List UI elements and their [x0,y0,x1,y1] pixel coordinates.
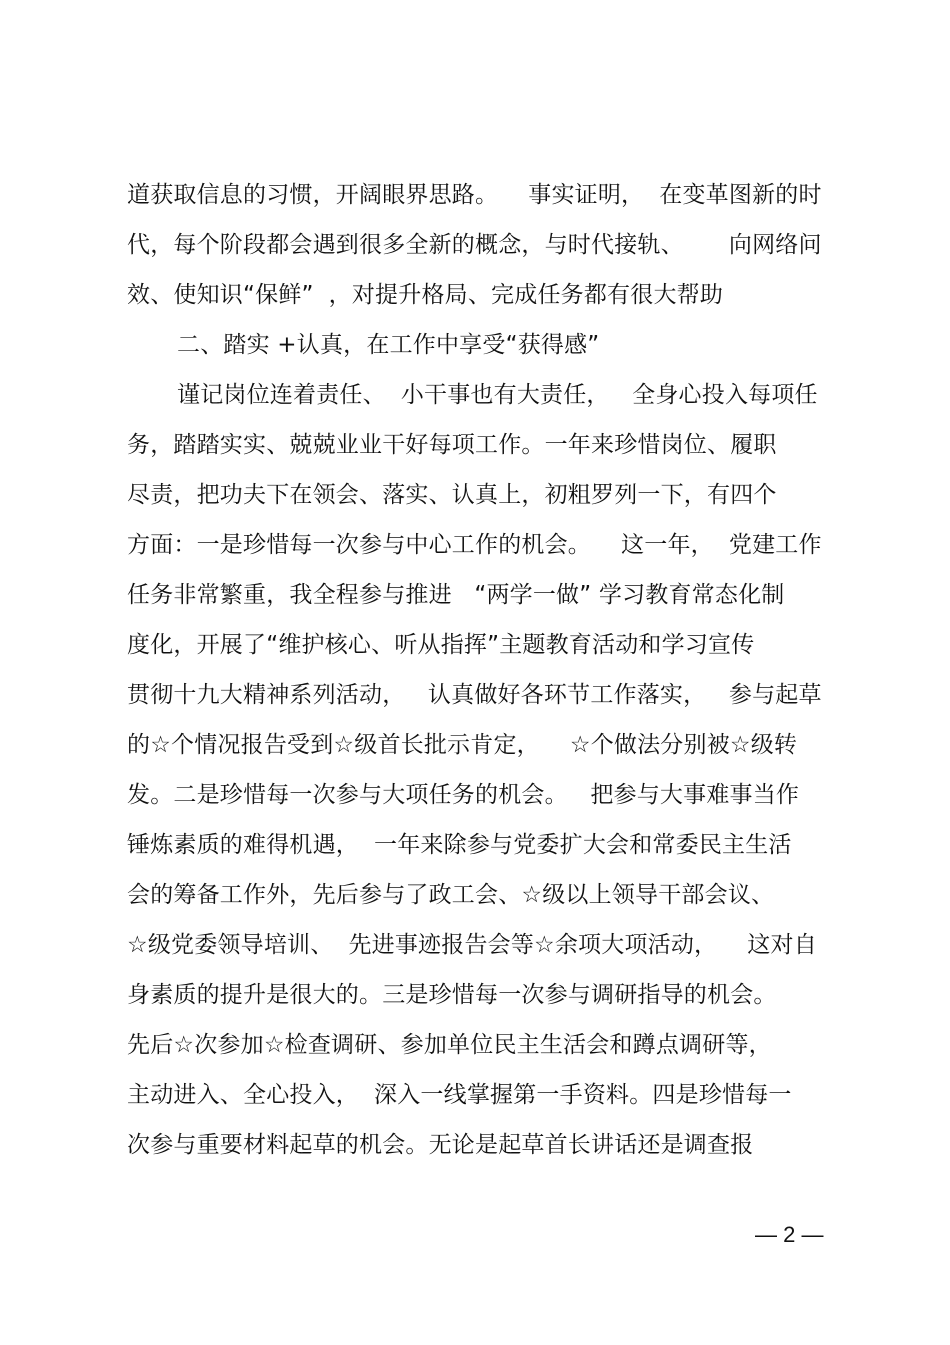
text-line: 务，踏踏实实、兢兢业业干好每项工作。一年来珍惜岗位、履职 [127,432,777,458]
text-line: 度化，开展了“维护核心、听从指挥”主题教育活动和学习宣传 [127,632,755,658]
text-line: 锤炼素质的难得机遇， 一年来除参与党委扩大会和常委民主生活 [127,832,792,858]
text-line: 谨记岗位连着责任、 小干事也有大责任， 全身心投入每项任 [177,382,818,408]
text-line: 方面：一是珍惜每一次参与中心工作的机会。 这一年， 党建工作 [127,532,822,558]
text-line: 效、使知识“保鲜” ，对提升格局、完成任务都有很大帮助 [127,282,724,308]
text-line: 先后☆次参加☆检查调研、参加单位民主生活会和蹲点调研等， [127,1032,772,1058]
text-line: 尽责，把功夫下在领会、落实、认真上，初粗罗列一下，有四个 [127,482,777,508]
section-heading: 二、踏实 +认真，在工作中享受“获得感” [177,332,600,358]
text-line: ☆级党委领导培训、 先进事迹报告会等☆余项大项活动， 这对自 [127,932,817,958]
page-number: — 2 — [755,1222,824,1247]
text-line: 身素质的提升是很大的。三是珍惜每一次参与调研指导的机会。 [127,982,777,1008]
text-line: 发。二是珍惜每一次参与大项任务的机会。 把参与大事难事当作 [127,782,800,808]
text-line: 主动进入、全心投入， 深入一线掌握第一手资料。四是珍惜每一 [127,1082,792,1108]
text-line: 道获取信息的习惯，开阔眼界思路。 事实证明， 在变革图新的时 [127,182,822,208]
text-line: 的☆个情况报告受到☆级首长批示肯定， ☆个做法分别被☆级转 [127,732,798,758]
text-line: 次参与重要材料起草的机会。无论是起草首长讲话还是调查报 [127,1132,754,1158]
text-line: 代，每个阶段都会遇到很多全新的概念，与时代接轨、 向网络问 [127,232,822,258]
text-line: 任务非常繁重，我全程参与推进 “两学一做” 学习教育常态化制 [127,582,785,608]
text-line: 会的筹备工作外，先后参与了政工会、☆级以上领导干部会议、 [127,882,775,908]
text-line: 贯彻十九大精神系列活动， 认真做好各环节工作落实， 参与起草 [127,682,822,708]
